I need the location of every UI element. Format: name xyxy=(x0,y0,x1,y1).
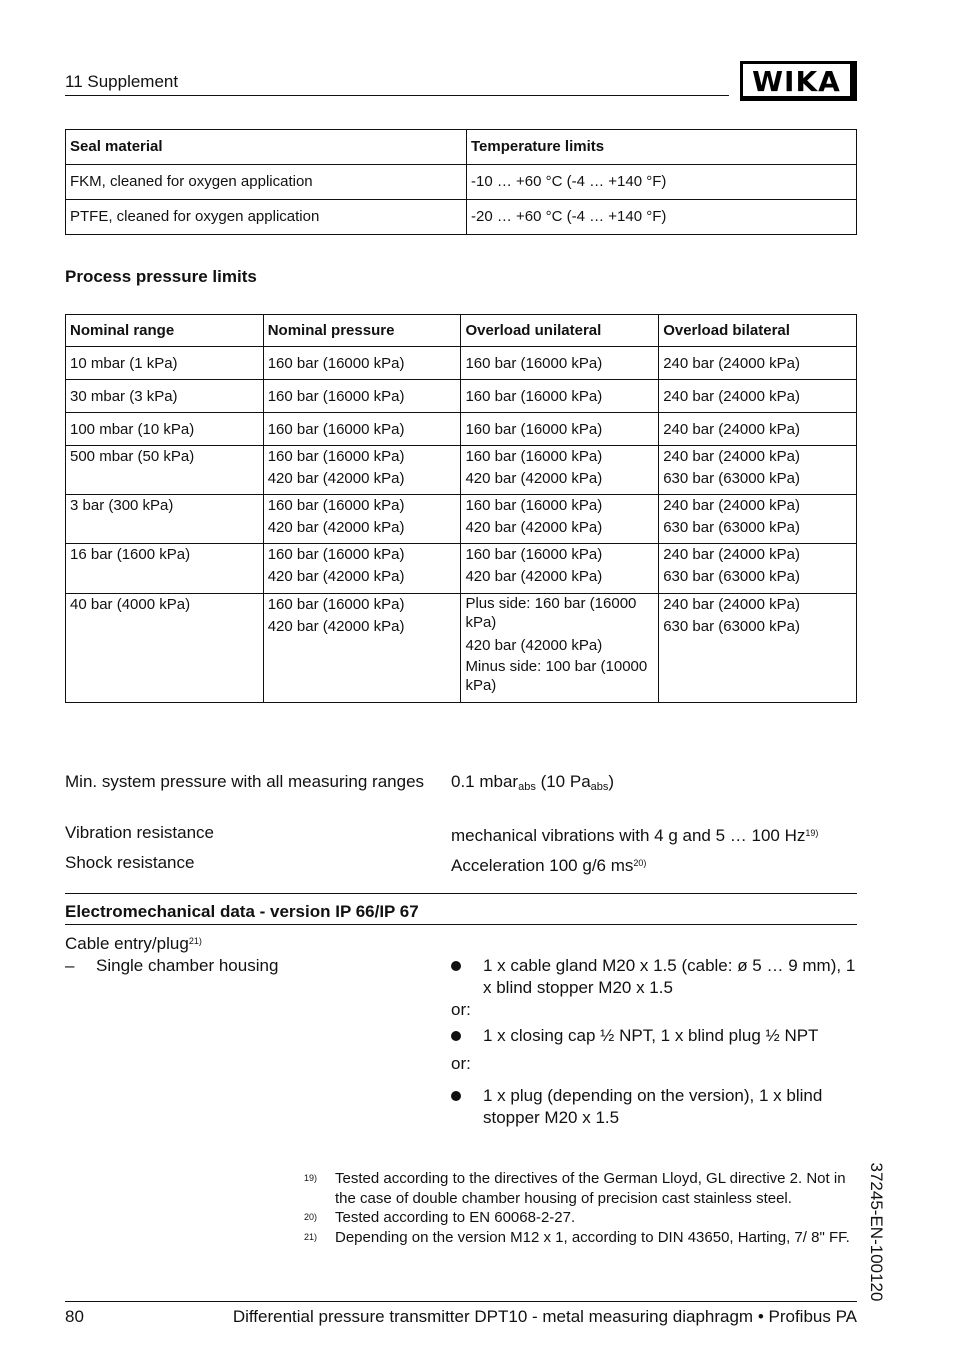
table-cell: 240 bar (24000 kPa) xyxy=(659,380,857,413)
table-cell: PTFE, cleaned for oxygen application xyxy=(66,200,467,235)
footer-title: Differential pressure transmitter DPT10 - metal measuring diaphragm • Profibus PA xyxy=(232,1307,857,1326)
bullet-icon xyxy=(451,1091,461,1101)
process-pressure-table xyxy=(65,314,857,703)
header-rule xyxy=(65,95,729,96)
electro-heading: Electromechanical data - version IP 66/IP 67 xyxy=(65,902,419,921)
footnote-ref: 21) xyxy=(188,936,202,946)
footnote-ref: 19) xyxy=(805,828,819,838)
bullet-icon xyxy=(451,961,461,971)
table-cell: 240 bar (24000 kPa) xyxy=(659,413,857,446)
single-chamber-label: Single chamber housing xyxy=(96,956,279,975)
footnote-text: Tested according to the directives of the German Lloyd, GL directive 2. Not in the case of double chamber housing of precision cast stainless steel. xyxy=(335,1170,846,1207)
cell-line: 160 bar (16000 kPa) xyxy=(465,546,603,563)
cell-line: 420 bar (42000 kPa) xyxy=(465,568,603,585)
cell-line: 160 bar (16000 kPa) xyxy=(267,596,405,613)
table-cell xyxy=(659,495,857,544)
label-text: Cable entry/plug xyxy=(65,934,189,953)
table-cell: 10 mbar (1 kPa) xyxy=(66,347,264,380)
cell-line: 420 bar (42000 kPa) xyxy=(267,519,405,536)
table-header: Seal material xyxy=(66,130,467,165)
cable-entry-label xyxy=(65,930,202,955)
shock-value xyxy=(451,852,646,877)
cell-line: 420 bar (42000 kPa) xyxy=(465,470,603,487)
table-cell xyxy=(461,544,659,594)
footnote-number: 19) xyxy=(304,1173,318,1183)
shock-label: Shock resistance xyxy=(65,853,195,872)
min-pressure-label: Min. system pressure with all measuring ranges xyxy=(65,772,425,791)
cell-line: 240 bar (24000 kPa) xyxy=(663,596,800,613)
table-header: Overload bilateral xyxy=(659,315,857,347)
table-cell xyxy=(659,594,857,703)
cell-line: Minus side: 100 bar (10000 kPa) xyxy=(465,658,648,694)
value-text: Acceleration 100 g/6 ms xyxy=(451,856,634,875)
table-cell: -10 … +60 °C (-4 … +140 °F) xyxy=(467,165,857,200)
cell-line: Plus side: 160 bar (16000 kPa) xyxy=(465,595,637,631)
cell-line: 160 bar (16000 kPa) xyxy=(465,497,603,514)
footnote-number: 20) xyxy=(304,1212,318,1222)
table-cell xyxy=(659,544,857,594)
cell-line: 160 bar (16000 kPa) xyxy=(465,448,603,465)
table-cell: -20 … +60 °C (-4 … +140 °F) xyxy=(467,200,857,235)
footer-rule xyxy=(65,1301,857,1302)
vibration-value xyxy=(451,822,818,847)
table-cell xyxy=(263,594,461,703)
subscript: abs xyxy=(590,781,609,793)
table-cell xyxy=(461,495,659,544)
wika-logo xyxy=(740,61,857,101)
table-cell: 160 bar (16000 kPa) xyxy=(263,380,461,413)
cell-line: 240 bar (24000 kPa) xyxy=(663,546,800,563)
bullet-icon xyxy=(451,1031,461,1041)
table-cell xyxy=(659,446,857,495)
table-cell xyxy=(263,446,461,495)
value-text: 0.1 mbar xyxy=(451,772,519,791)
table-cell: 240 bar (24000 kPa) xyxy=(659,347,857,380)
cell-line: 630 bar (63000 kPa) xyxy=(663,519,800,536)
footnote-text: Depending on the version M12 x 1, according to DIN 43650, Harting, 7/ 8" FF. xyxy=(335,1229,850,1246)
option-item: 1 x cable gland M20 x 1.5 (cable: ø 5 … 9 mm), 1 x blind stopper M20 x 1.5 xyxy=(483,956,856,997)
table-cell xyxy=(263,544,461,594)
page-number: 80 xyxy=(65,1307,84,1326)
cell-line: 160 bar (16000 kPa) xyxy=(267,497,405,514)
cell-line: 240 bar (24000 kPa) xyxy=(663,497,800,514)
cell-line: 160 bar (16000 kPa) xyxy=(267,546,405,563)
table-header: Temperature limits xyxy=(467,130,857,165)
table-header: Nominal range xyxy=(66,315,264,347)
seal-material-table xyxy=(65,129,857,235)
footnote-number: 21) xyxy=(304,1232,318,1242)
or-text: or: xyxy=(451,1000,471,1019)
subscript: abs xyxy=(518,781,536,793)
footnote-text: Tested according to EN 60068-2-27. xyxy=(335,1209,576,1226)
value-text: ) xyxy=(608,772,615,791)
cell-line: 630 bar (63000 kPa) xyxy=(663,568,800,585)
cell-line: 630 bar (63000 kPa) xyxy=(663,470,800,487)
section-rule xyxy=(65,893,857,894)
table-cell: FKM, cleaned for oxygen application xyxy=(66,165,467,200)
cell-line: 630 bar (63000 kPa) xyxy=(663,618,800,635)
table-cell: 3 bar (300 kPa) xyxy=(66,495,264,544)
table-cell: 100 mbar (10 kPa) xyxy=(66,413,264,446)
option-item: 1 x plug (depending on the version), 1 x blind stopper M20 x 1.5 xyxy=(483,1086,823,1127)
process-pressure-heading: Process pressure limits xyxy=(65,267,257,286)
vibration-label: Vibration resistance xyxy=(65,823,214,842)
section-title: 11 Supplement xyxy=(65,72,179,91)
table-cell: 160 bar (16000 kPa) xyxy=(461,380,659,413)
dash: – xyxy=(65,956,75,975)
table-cell xyxy=(263,495,461,544)
cell-line: 160 bar (16000 kPa) xyxy=(267,448,405,465)
table-cell: 30 mbar (3 kPa) xyxy=(66,380,264,413)
table-cell: 160 bar (16000 kPa) xyxy=(263,413,461,446)
cell-line: 420 bar (42000 kPa) xyxy=(267,470,405,487)
table-cell: 16 bar (1600 kPa) xyxy=(66,544,264,594)
or-text: or: xyxy=(451,1054,471,1073)
cell-line: 420 bar (42000 kPa) xyxy=(465,637,603,654)
cell-line: 420 bar (42000 kPa) xyxy=(465,519,603,536)
table-cell: 160 bar (16000 kPa) xyxy=(461,413,659,446)
section-rule xyxy=(65,924,857,925)
table-cell xyxy=(461,594,659,703)
value-text: mechanical vibrations with 4 g and 5 … 100 Hz xyxy=(451,826,806,845)
table-cell: 40 bar (4000 kPa) xyxy=(66,594,264,703)
logo-text: WIKA xyxy=(752,65,841,98)
cell-line: 420 bar (42000 kPa) xyxy=(267,568,405,585)
cell-line: 240 bar (24000 kPa) xyxy=(663,448,800,465)
table-cell xyxy=(461,446,659,495)
document-code xyxy=(856,1157,896,1307)
cell-line: 420 bar (42000 kPa) xyxy=(267,618,405,635)
table-cell: 500 mbar (50 kPa) xyxy=(66,446,264,495)
table-cell: 160 bar (16000 kPa) xyxy=(263,347,461,380)
document-code-text: 37245-EN-100120 xyxy=(867,1162,886,1302)
option-item: 1 x closing cap ½ NPT, 1 x blind plug ½ NPT xyxy=(483,1026,819,1045)
value-text: (10 Pa xyxy=(535,772,591,791)
footnote-ref: 20) xyxy=(633,858,647,868)
table-header: Nominal pressure xyxy=(263,315,461,347)
table-header: Overload unilateral xyxy=(461,315,659,347)
table-cell: 160 bar (16000 kPa) xyxy=(461,347,659,380)
min-pressure-value xyxy=(451,771,614,798)
